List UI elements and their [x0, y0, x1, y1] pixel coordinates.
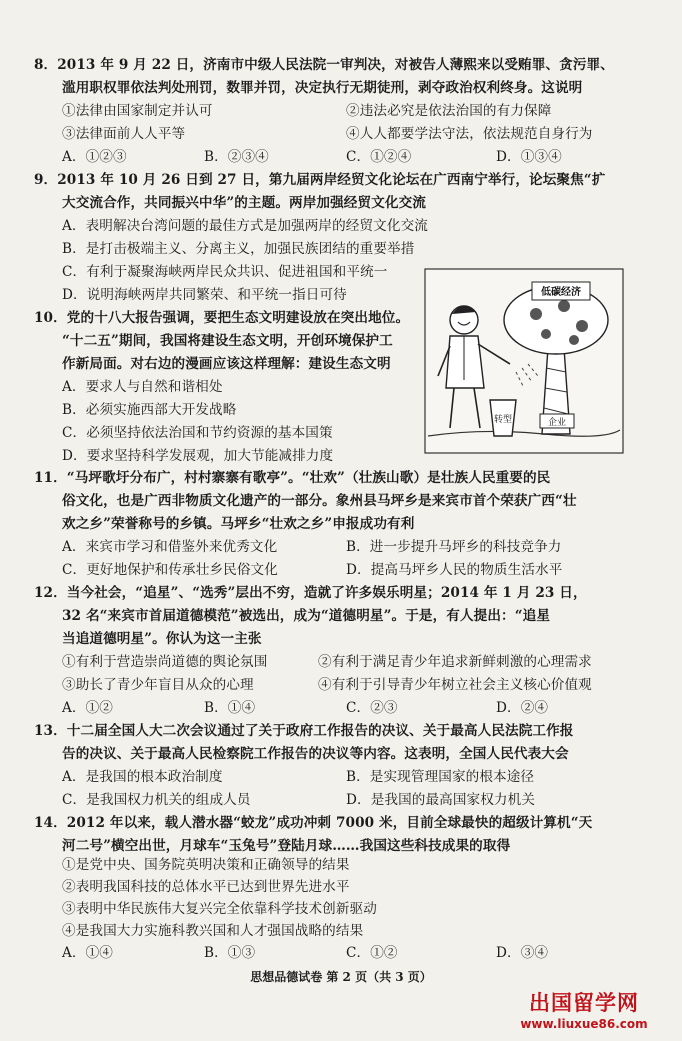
cartoon-sign-label: 低碳经济 [541, 287, 581, 298]
q11-option-a: A．来宾市学习和借鉴外来优秀文化 [62, 539, 278, 555]
q11-option-b: B．进一步提升马坪乡的科技竞争力 [346, 539, 562, 555]
q12-stem-line3: 当追道德明星”。你认为这一主张 [62, 631, 262, 647]
q13-stem-line2: 告的决议、关于最高人民检察院工作报告的决议等内容。这表明，全国人民代表大会 [62, 746, 569, 762]
q8-option-c: C．①②④ [346, 149, 412, 165]
q12-stem-line2: 32 名“来宾市首届道德模范”被选出，成为“道德明星”。于是，有人提出：“追星 [62, 608, 551, 624]
q10-stem-line2: “十二五”期间，我国将建设生态文明，开创环境保护工 [62, 333, 393, 349]
q13-option-c: C．是我国权力机关的组成人员 [62, 792, 251, 808]
q11-stem-line3: 欢之乡”荣誉称号的乡镇。马坪乡“壮欢之乡”申报成功有利 [62, 516, 415, 532]
q12-item-1: ①有利于营造崇尚道德的舆论氛围 [62, 654, 268, 670]
q8-option-d: D．①③④ [496, 149, 562, 165]
q14-item-1: ①是党中央、国务院英明决策和正确领导的结果 [62, 857, 350, 873]
q9-option-d: D．说明海峡两岸共同繁荣、和平统一指日可待 [62, 287, 347, 303]
cartoon-bucket-label: 转型 [493, 415, 513, 425]
q9-option-c: C．有利于凝聚海峡两岸民众共识、促进祖国和平统一 [62, 264, 388, 280]
q14-option-b: B．①③ [204, 945, 256, 961]
q12-item-2: ②有利于满足青少年追求新鲜刺激的心理需求 [318, 654, 592, 670]
q14-option-c: C．①② [346, 945, 398, 961]
low-carbon-cartoon [424, 268, 624, 454]
q10-option-d: D．要求坚持科学发展观，加大节能减排力度 [62, 448, 334, 464]
site-watermark [504, 987, 664, 1031]
q14-stem-line1: 14．2012 年以来，载人潜水器“蛟龙”成功冲刺 7000 米，目前全球最快的超级计算机“天 [34, 815, 593, 831]
q11-option-d: D．提高马坪乡人民的物质生活水平 [346, 562, 563, 578]
watermark-name: 出国留学网 [529, 991, 639, 1015]
q12-option-c: C．②③ [346, 700, 398, 716]
q8-item-4: ④人人都要学法守法，依法规范自身行为 [346, 126, 593, 142]
q14-option-d: D．③④ [496, 945, 549, 961]
q10-stem-line3: 作新局面。对右边的漫画应该这样理解：建设生态文明 [62, 356, 391, 372]
q8-option-a: A．①②③ [62, 149, 127, 165]
q12-option-d: D．②④ [496, 700, 549, 716]
q14-stem-line2: 河二号”横空出世，月球车“玉兔号”登陆月球……我国这些科技成果的取得 [62, 838, 511, 854]
page-footer: 思想品德试卷 第 2 页（共 3 页） [250, 970, 432, 984]
q12-option-b: B．①④ [204, 700, 256, 716]
q13-stem-line1: 13．十二届全国人大二次会议通过了关于政府工作报告的决议、关于最高人民法院工作报 [34, 723, 574, 739]
q10-option-b: B．必须实施西部大开发战略 [62, 402, 237, 418]
q10-option-c: C．必须坚持依法治国和节约资源的基本国策 [62, 425, 333, 441]
q8-item-1: ①法律由国家制定并认可 [62, 103, 213, 119]
q9-option-b: B．是打击极端主义、分离主义，加强民族团结的重要举措 [62, 241, 415, 257]
q12-stem-line1: 12．当今社会，“追星”、“选秀”层出不穷，造就了许多娱乐明星；2014 年 1 月 23 日， [34, 585, 587, 601]
q9-stem-line2: 大交流合作，共同振兴中华”的主题。两岸加强经贸文化交流 [62, 195, 426, 211]
q13-option-b: B．是实现管理国家的根本途径 [346, 769, 535, 785]
q8-option-b: B．②③④ [204, 149, 269, 165]
q14-item-4: ④是我国大力实施科教兴国和人才强国战略的结果 [62, 923, 364, 939]
q14-item-3: ③表明中华民族伟大复兴完全依靠科学技术创新驱动 [62, 901, 377, 917]
q10-option-a: A．要求人与自然和谐相处 [62, 379, 223, 395]
q9-stem-line1: 9．2013 年 10 月 26 日到 27 日，第九届两岸经贸文化论坛在广西南宁举行，论坛聚焦“扩 [34, 172, 606, 188]
q11-stem-line2: 俗文化，也是广西非物质文化遗产的一部分。象州县马坪乡是来宾市首个荣获广西“壮 [62, 493, 577, 509]
watermark-url: www.liuxue86.com [520, 1017, 648, 1031]
cartoon-trunk-label: 企业 [547, 418, 567, 428]
q12-item-3: ③助长了青少年盲目从众的心理 [62, 677, 254, 693]
q8-stem-line1: 8．2013 年 9 月 22 日，济南市中级人民法院一审判决，对被告人薄熙来以受贿罪、贪污罪、 [34, 57, 614, 73]
q8-stem-line2: 滥用职权罪依法判处刑罚，数罪并罚，决定执行无期徒刑，剥夺政治权利终身。这说明 [62, 80, 583, 96]
q12-option-a: A．①② [62, 700, 113, 716]
q13-option-a: A．是我国的根本政治制度 [62, 769, 223, 785]
q11-stem-line1: 11．“马坪歌圩分布广，村村寨寨有歌亭”。“壮欢”（壮族山歌）是壮族人民重要的民 [34, 470, 551, 486]
q14-option-a: A．①④ [62, 945, 113, 961]
q10-stem-line1: 10．党的十八大报告强调，要把生态文明建设放在突出地位。 [34, 310, 410, 326]
q11-option-c: C．更好地保护和传承壮乡民俗文化 [62, 562, 278, 578]
q14-item-2: ②表明我国科技的总体水平已达到世界先进水平 [62, 879, 350, 895]
q13-option-d: D．是我国的最高国家权力机关 [346, 792, 536, 808]
q12-item-4: ④有利于引导青少年树立社会主义核心价值观 [318, 677, 592, 693]
q9-option-a: A．表明解决台湾问题的最佳方式是加强两岸的经贸文化交流 [62, 218, 428, 234]
q8-item-2: ②违法必究是依法治国的有力保障 [346, 103, 552, 119]
q8-item-3: ③法律面前人人平等 [62, 126, 186, 142]
